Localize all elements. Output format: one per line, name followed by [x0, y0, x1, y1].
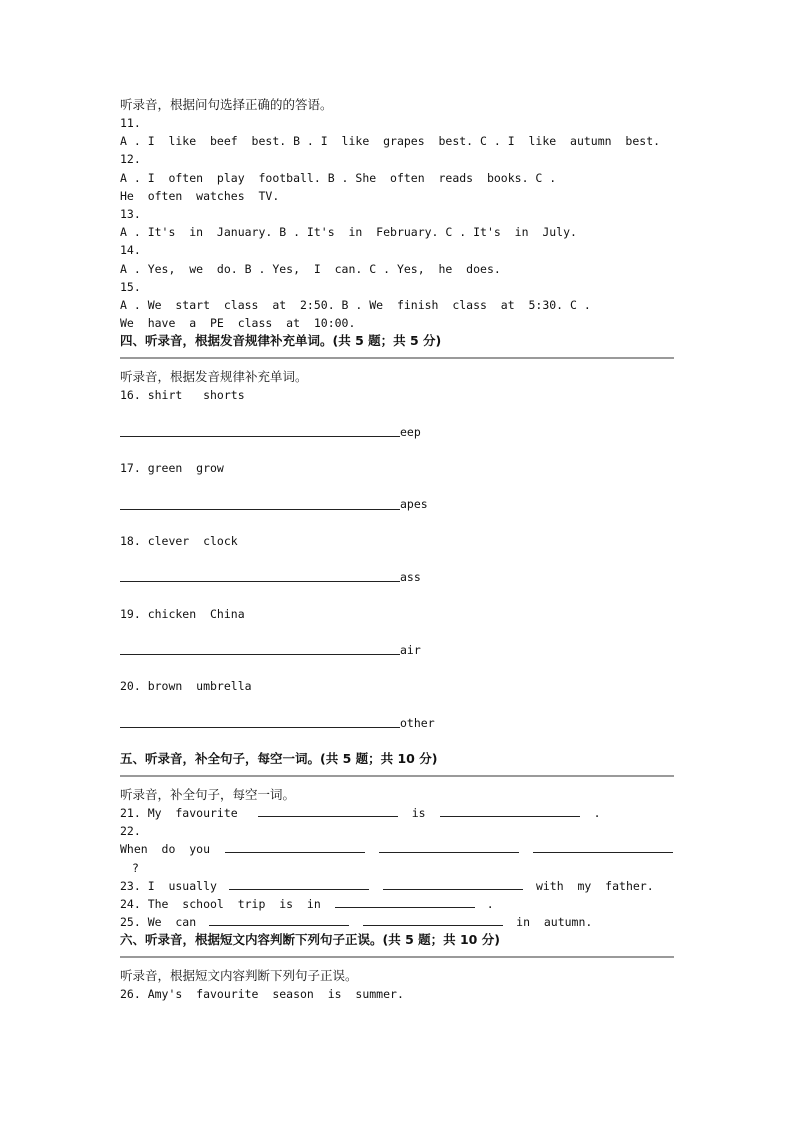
q23-text: 23. I usually — [120, 878, 217, 893]
word-suffix: air — [400, 642, 421, 657]
q21-end: . — [593, 806, 601, 820]
part3-instruction: 听录音，根据问句选择正确的的答语。 — [120, 97, 333, 112]
worksheet-page — [120, 96, 674, 1004]
q23-end: with my father. — [535, 878, 654, 893]
q24-end: . — [486, 896, 494, 911]
part5-instruction: 听录音，补全句子，每空一词。 — [120, 787, 296, 802]
part6-instruction: 听录音，根据短文内容判断下列句子正误。 — [120, 968, 358, 984]
section-divider — [120, 357, 674, 359]
answer-blank[interactable] — [335, 896, 475, 908]
q21-text: 21. My favourite — [120, 806, 238, 820]
question-19 — [120, 605, 674, 678]
answer-blank[interactable] — [383, 878, 523, 890]
answer-blank[interactable] — [440, 805, 580, 817]
answer-blank[interactable] — [120, 569, 400, 582]
question-15-number: 15. — [120, 279, 141, 294]
question-11-options: A . I like beef best. B . I like grapes best. C . I like autumn best. — [120, 134, 661, 149]
question-prompt: 19. chicken China — [120, 606, 245, 621]
question-prompt: 16. shirt shorts — [120, 388, 245, 403]
answer-blank[interactable] — [120, 497, 400, 510]
answer-blank[interactable] — [120, 424, 400, 437]
question-14-number: 14. — [120, 243, 141, 258]
question-14-options: A . Yes, we do. B . Yes, I can. C . Yes, he does. — [120, 261, 501, 276]
q25-end: in autumn. — [516, 915, 593, 930]
question-24 — [120, 895, 674, 913]
question-13-options: A . It's in January. B . It's in February. C . It's in July. — [120, 225, 577, 240]
question-17 — [120, 459, 674, 532]
q25-text: 25. We can — [120, 915, 197, 930]
word-suffix: eep — [400, 424, 421, 439]
answer-blank[interactable] — [258, 805, 398, 817]
question-22-end — [120, 859, 674, 877]
q22-text: When do you — [120, 842, 211, 857]
part4-heading: 四、听录音，根据发音规律补充单词。(共 5 题；共 5 分) — [120, 333, 442, 349]
question-15-options-cont: We have a PE class at 10:00. — [120, 316, 356, 331]
word-suffix: apes — [400, 497, 428, 512]
answer-blank[interactable] — [120, 715, 400, 728]
question-15-options: A . We start class at 2:50. B . We finish class at 5:30. C . — [120, 297, 591, 312]
question-26: 26. Amy's favourite season is summer. — [120, 987, 404, 1002]
part4-instruction: 听录音，根据发音规律补充单词。 — [120, 369, 308, 385]
answer-blank[interactable] — [363, 914, 503, 926]
section-divider — [120, 956, 674, 958]
q21-mid: is — [411, 806, 426, 820]
question-16 — [120, 386, 674, 459]
question-22 — [120, 840, 674, 858]
question-23 — [120, 877, 674, 895]
answer-blank[interactable] — [533, 841, 673, 853]
answer-blank[interactable] — [379, 841, 519, 853]
question-12-options-cont: He often watches TV. — [120, 188, 280, 203]
answer-blank[interactable] — [225, 841, 365, 853]
answer-blank[interactable] — [120, 642, 400, 655]
question-22-number: 22. — [120, 824, 141, 839]
q24-text: 24. The school trip is in — [120, 896, 321, 911]
question-11-number: 11. — [120, 116, 141, 130]
question-20 — [120, 677, 674, 750]
word-suffix: ass — [400, 570, 421, 585]
q22-qmark: ? — [132, 860, 139, 875]
question-25 — [120, 913, 674, 931]
question-12-number: 12. — [120, 152, 141, 167]
question-prompt: 20. brown umbrella — [120, 679, 252, 694]
section-divider — [120, 775, 674, 777]
part6-heading: 六、听录音，根据短文内容判断下列句子正误。(共 5 题；共 10 分) — [120, 932, 500, 948]
question-prompt: 18. clever clock — [120, 533, 238, 548]
question-12-options: A . I often play football. B . She often reads books. C . — [120, 170, 557, 185]
question-21 — [120, 804, 674, 822]
question-prompt: 17. green grow — [120, 461, 224, 475]
word-suffix: other — [400, 715, 435, 730]
question-18 — [120, 532, 674, 605]
part5-heading: 五、听录音，补全句子，每空一词。(共 5 题；共 10 分) — [120, 751, 438, 766]
question-13-number: 13. — [120, 206, 141, 221]
answer-blank[interactable] — [229, 878, 369, 890]
answer-blank[interactable] — [209, 914, 349, 926]
